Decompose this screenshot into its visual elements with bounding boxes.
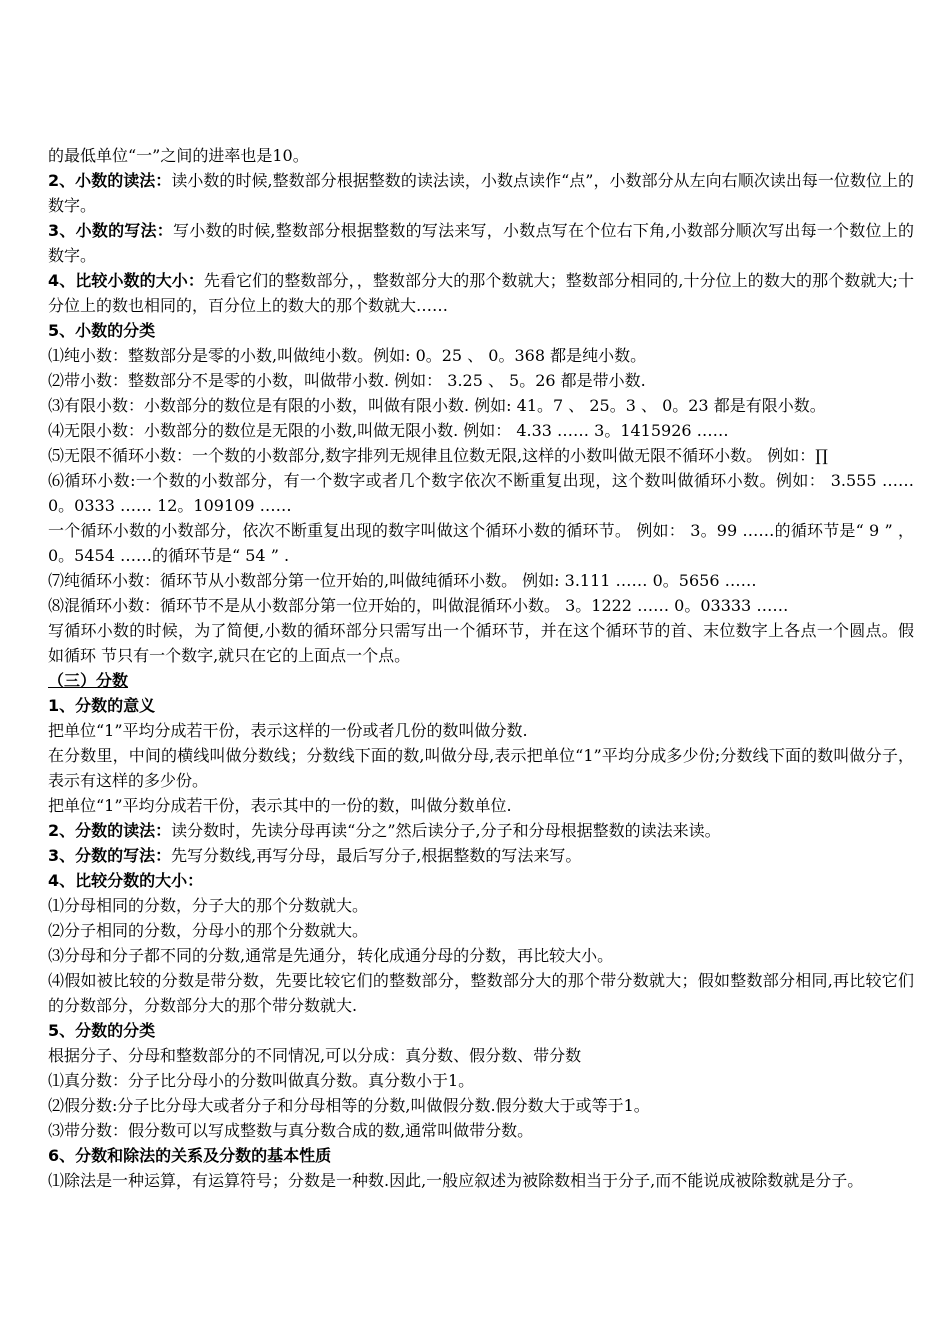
item-same-denominator: ⑴分母相同的分数，分子大的那个分数就大。 — [48, 896, 369, 915]
heading-decimal-writing: 3、小数的写法： — [48, 221, 174, 240]
heading-fraction-compare: 4、比较分数的大小： — [48, 871, 204, 890]
text-fraction-types: 根据分子、分母和整数部分的不同情况,可以分成：真分数、假分数、带分数 — [48, 1046, 582, 1065]
text-decimal-compare: 先看它们的整数部分，，整数部分大的那个数就大；整数部分相同的,十分位上的数大的那个数就大;十分位上的数也相同的，百分位上的数大的那个数就大…… — [48, 271, 914, 315]
paragraph-intro: 的最低单位“一”之间的进率也是10。 — [48, 146, 309, 165]
text-fraction-line: 在分数里，中间的横线叫做分数线；分数线下面的数,叫做分母,表示把单位“1”平均分成多少份;分数线下面的数叫做分子，表示有这样的多少份。 — [48, 746, 914, 790]
text-fraction-unit: 把单位“1”平均分成若干份，表示其中的一份的数，叫做分数单位. — [48, 796, 512, 815]
heading-decimal-classification: 5、小数的分类 — [48, 321, 156, 340]
paragraph-decimal-writing — [48, 218, 914, 268]
item-division-operation: ⑴除法是一种运算，有运算符号；分数是一种数.因此,一般应叙述为被除数相当于分子,而不能说成被除数就是分子。 — [48, 1171, 864, 1190]
item-nonrepeating-decimal: ⑸无限不循环小数：一个数的小数部分,数字排列无规律且位数无限,这样的小数叫做无限不循环小数。 例如：∏ — [48, 446, 828, 465]
heading-fraction-division: 6、分数和除法的关系及分数的基本性质 — [48, 1146, 332, 1165]
text-fraction-writing: 先写分数线,再写分母，最后写分子,根据整数的写法来写。 — [171, 846, 582, 865]
paragraph-decimal-reading — [48, 168, 914, 218]
text-decimal-reading: 读小数的时候,整数部分根据整数的读法读，小数点读作“点”，小数部分从左向右顺次读出每一位数位上的数字。 — [48, 171, 914, 215]
section-title-fractions: （三）分数 — [48, 671, 129, 690]
paragraph-decimal-compare — [48, 268, 914, 318]
paragraph-repeating-notation: 写循环小数的时候，为了简便,小数的循环部分只需写出一个循环节，并在这个循环节的首、末位数字上各点一个圆点。假如循环 节只有一个数字,就只在它的上面点一个点。 — [48, 621, 914, 665]
item-improper-fraction: ⑵假分数:分子比分母大或者分子和分母相等的分数,叫做假分数.假分数大于或等于1。 — [48, 1096, 650, 1115]
item-repetend: 一个循环小数的小数部分，依次不断重复出现的数字叫做这个循环小数的循环节。 例如： 3。99 ……的循环节是“ 9 ” ， 0。5454 ……的循环节是“ 54 ” . — [48, 521, 914, 565]
item-mixed-fraction-compare: ⑷假如被比较的分数是带分数，先要比较它们的整数部分，整数部分大的那个带分数就大；假如整数部分相同,再比较它们的分数部分，分数部分大的那个带分数就大. — [48, 971, 914, 1015]
heading-decimal-reading: 2、小数的读法： — [48, 171, 172, 190]
item-proper-fraction: ⑴真分数：分子比分母小的分数叫做真分数。真分数小于1。 — [48, 1071, 475, 1090]
text-fraction-reading: 读分数时，先读分母再读“分之”然后读分子,分子和分母根据整数的读法来读。 — [171, 821, 721, 840]
item-same-numerator: ⑵分子相同的分数，分母小的那个分数就大。 — [48, 921, 369, 940]
document-page — [48, 143, 914, 1193]
item-infinite-decimal: ⑷无限小数：小数部分的数位是无限的小数,叫做无限小数. 例如： 4.33 …… 3。1415926 …… — [48, 421, 729, 440]
heading-decimal-compare: 4、比较小数的大小： — [48, 271, 204, 290]
paragraph-fraction-writing — [48, 843, 914, 868]
heading-fraction-reading: 2、分数的读法： — [48, 821, 172, 840]
paragraph-fraction-reading — [48, 818, 914, 843]
text-fraction-definition: 把单位“1”平均分成若干份，表示这样的一份或者几份的数叫做分数. — [48, 721, 528, 740]
item-different-both: ⑶分母和分子都不同的分数,通常是先通分，转化成通分母的分数，再比较大小。 — [48, 946, 614, 965]
heading-fraction-classification: 5、分数的分类 — [48, 1021, 156, 1040]
item-repeating-decimal: ⑹循环小数:一个数的小数部分，有一个数字或者几个数字依次不断重复出现，这个数叫做循环小数。例如： 3.555 …… 0。0333 …… 12。109109 …… — [48, 471, 914, 515]
item-mixed-fraction: ⑶带分数：假分数可以写成整数与真分数合成的数,通常叫做带分数。 — [48, 1121, 534, 1140]
heading-fraction-meaning: 1、分数的意义 — [48, 696, 156, 715]
text-decimal-writing: 写小数的时候,整数部分根据整数的写法来写，小数点写在个位右下角,小数部分顺次写出每一个数位上的数字。 — [48, 221, 914, 265]
item-pure-decimal: ⑴纯小数：整数部分是零的小数,叫做纯小数。例如: 0。25 、 0。368 都是纯小数。 — [48, 346, 647, 365]
heading-fraction-writing: 3、分数的写法： — [48, 846, 172, 865]
item-pure-repeating: ⑺纯循环小数：循环节从小数部分第一位开始的,叫做纯循环小数。 例如: 3.111 …… 0。5656 …… — [48, 571, 757, 590]
item-finite-decimal: ⑶有限小数：小数部分的数位是有限的小数，叫做有限小数. 例如: 41。7 、 25。3 、 0。23 都是有限小数。 — [48, 396, 826, 415]
item-mixed-decimal: ⑵带小数：整数部分不是零的小数，叫做带小数. 例如： 3.25 、 5。26 都是带小数. — [48, 371, 646, 390]
item-mixed-repeating: ⑻混循环小数：循环节不是从小数部分第一位开始的，叫做混循环小数。 3。1222 …… 0。03333 …… — [48, 596, 789, 615]
